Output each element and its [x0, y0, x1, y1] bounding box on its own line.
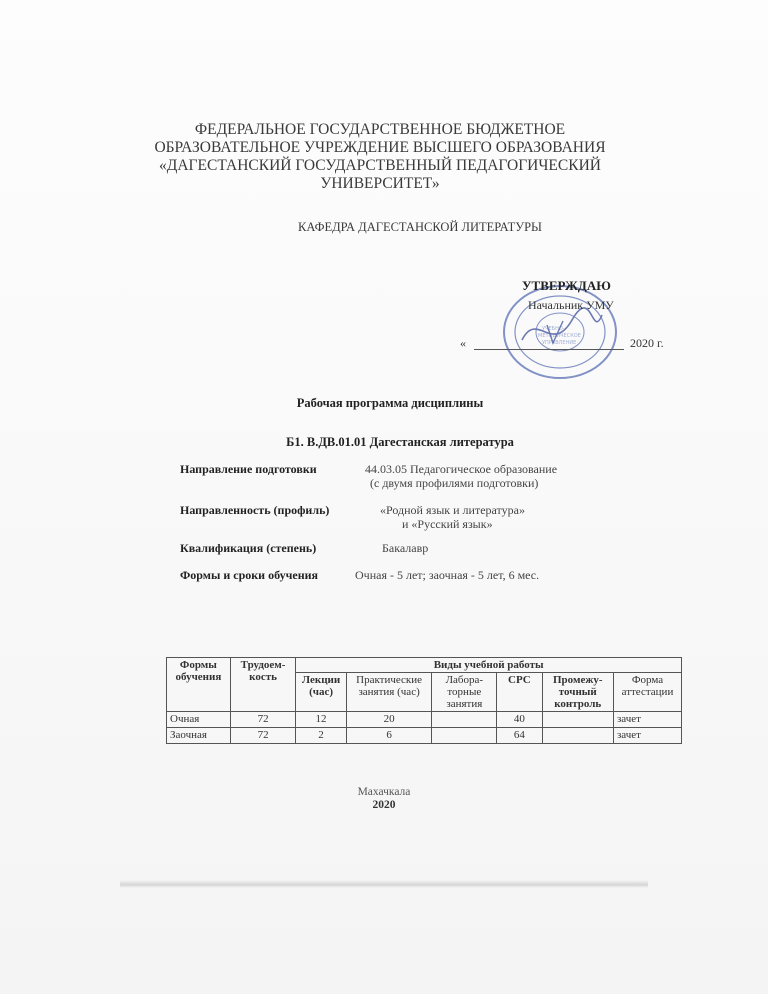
profile-label: Направленность (профиль)	[180, 503, 330, 517]
cell-form: Очная	[167, 712, 231, 728]
cell-practical: 6	[346, 728, 432, 744]
profile-value-1: «Родной язык и литература»	[380, 503, 525, 517]
discipline-name: Б1. В.ДВ.01.01 Дагестанская литература	[286, 435, 514, 449]
institution-header	[150, 121, 610, 193]
svg-text:МЕТОДИЧЕСКОЕ: МЕТОДИЧЕСКОЕ	[538, 333, 581, 339]
header-line-4: УНИВЕРСИТЕТ»	[320, 175, 440, 192]
table-row	[167, 712, 682, 728]
cell-lab	[432, 728, 497, 744]
scan-edge-shadow	[120, 880, 648, 888]
date-quote: «	[460, 336, 466, 350]
col-certification: Форма аттестации	[613, 673, 681, 712]
forms-value: Очная - 5 лет; заочная - 5 лет, 6 мес.	[355, 568, 540, 582]
cell-lab	[432, 712, 497, 728]
cell-lectures: 2	[296, 728, 346, 744]
cell-form: Заочная	[167, 728, 231, 744]
col-lectures: Лекции (час)	[296, 673, 346, 712]
header-line-2: ОБРАЗОВАТЕЛЬНОЕ УЧРЕЖДЕНИЕ ВЫСШЕГО ОБРАЗОВАНИЯ	[154, 139, 606, 156]
department-name: КАФЕДРА ДАГЕСТАНСКОЙ ЛИТЕРАТУРЫ	[298, 220, 542, 234]
svg-text:УЧЕБНО-: УЧЕБНО-	[542, 326, 565, 332]
col-interim: Промежу-точный контроль	[542, 673, 613, 712]
cell-lectures: 12	[296, 712, 346, 728]
direction-label: Направление подготовки	[180, 462, 317, 476]
approval-year: 2020 г.	[630, 336, 664, 350]
direction-value-1: 44.03.05 Педагогическое образование	[365, 462, 558, 476]
col-forms: Формы обучения	[167, 658, 231, 712]
official-seal	[492, 280, 622, 380]
cell-labor: 72	[230, 712, 296, 728]
cell-srs: 64	[497, 728, 542, 744]
workload-table	[166, 657, 682, 744]
qualification-value: Бакалавр	[382, 541, 429, 555]
publication-year: 2020	[372, 799, 396, 811]
profile-value-2: и «Русский язык»	[402, 517, 493, 531]
table-row	[167, 728, 682, 744]
cell-interim	[542, 712, 613, 728]
approval-title: УТВЕРЖДАЮ	[522, 278, 611, 293]
program-title: Рабочая программа дисциплины	[296, 396, 484, 410]
approval-block	[460, 278, 690, 388]
col-practical: Практические занятия (час)	[346, 673, 432, 712]
cell-certification: зачет	[613, 728, 681, 744]
col-lab: Лабора-торные занятия	[432, 673, 497, 712]
cell-practical: 20	[346, 712, 432, 728]
cell-certification: зачет	[613, 712, 681, 728]
header-line-1: ФЕДЕРАЛЬНОЕ ГОСУДАРСТВЕННОЕ БЮДЖЕТНОЕ	[194, 121, 566, 138]
forms-label: Формы и сроки обучения	[180, 568, 319, 582]
header-line-3: «ДАГЕСТАНСКИЙ ГОСУДАРСТВЕННЫЙ ПЕДАГОГИЧЕСКИЙ	[159, 157, 601, 174]
approval-position: Начальник УМУ	[528, 298, 614, 312]
col-types: Виды учебной работы	[296, 658, 682, 673]
col-srs: СРС	[497, 673, 542, 712]
qualification-label: Квалификация (степень)	[180, 541, 317, 555]
date-line	[474, 349, 624, 350]
cell-srs: 40	[497, 712, 542, 728]
direction-value-2: (с двумя профилями подготовки)	[370, 476, 539, 490]
city: Махачкала	[357, 786, 411, 798]
col-labor: Трудоем-кость	[230, 658, 296, 712]
cell-interim	[542, 728, 613, 744]
svg-text:УПРАВЛЕНИЕ: УПРАВЛЕНИЕ	[542, 340, 577, 346]
cell-labor: 72	[230, 728, 296, 744]
